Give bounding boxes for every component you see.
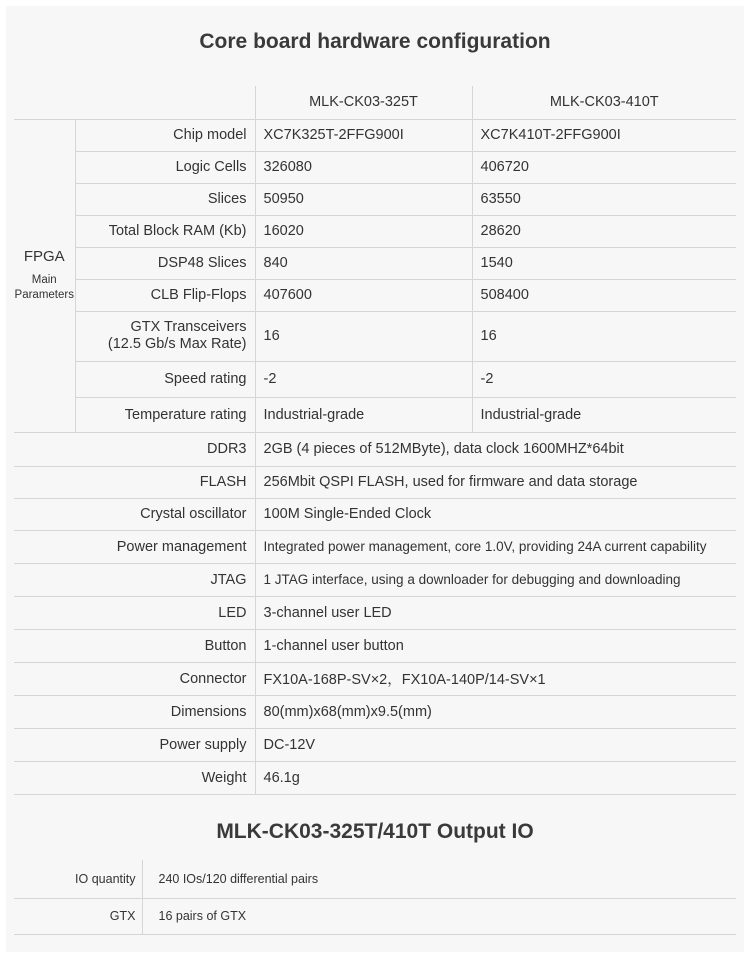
value-410t: 508400: [472, 279, 736, 311]
row-label: Total Block RAM (Kb): [75, 215, 255, 247]
row-label: LED: [14, 596, 255, 629]
row-value: Integrated power management, core 1.0V, providing 24A current capability: [255, 530, 736, 563]
row-label: Slices: [75, 183, 255, 215]
header-empty-cell: [14, 86, 255, 119]
row-value: DC-12V: [255, 728, 736, 761]
io-section-title: MLK-CK03-325T/410T Output IO: [216, 820, 534, 843]
value-325t: 840: [255, 247, 472, 279]
value-325t: XC7K325T-2FFG900I: [255, 119, 472, 151]
table-header-row: [14, 86, 736, 119]
row-label: Chip model: [75, 119, 255, 151]
value-325t: 16: [255, 311, 472, 361]
table-row: [14, 596, 736, 629]
hardware-config-table: [14, 86, 736, 795]
row-label: DSP48 Slices: [75, 247, 255, 279]
value-410t: Industrial-grade: [472, 397, 736, 432]
table-row: [14, 432, 736, 466]
row-label: Button: [14, 629, 255, 662]
table-row: [14, 361, 736, 397]
value-325t: Industrial-grade: [255, 397, 472, 432]
value-325t: -2: [255, 361, 472, 397]
row-value: 100M Single-Ended Clock: [255, 498, 736, 530]
value-325t: 326080: [255, 151, 472, 183]
value-410t: -2: [472, 361, 736, 397]
table-row: [14, 151, 736, 183]
row-label-line-2: (12.5 Gb/s Max Rate): [107, 336, 247, 352]
row-value: FX10A-168P-SV×2，FX10A-140P/14-SV×1: [255, 662, 736, 695]
value-325t: 407600: [255, 279, 472, 311]
fpga-group-title: FPGA: [23, 248, 65, 265]
value-410t: 406720: [472, 151, 736, 183]
io-row-label: GTX: [14, 898, 142, 934]
row-label: Power management: [14, 530, 255, 563]
table-row: [14, 860, 736, 898]
column-header-410t: MLK-CK03-410T: [472, 86, 736, 119]
table-row: [14, 215, 736, 247]
row-label: DDR3: [14, 432, 255, 466]
table-row: [14, 563, 736, 596]
table-row: [14, 466, 736, 498]
row-label: [75, 311, 255, 361]
row-value: 1 JTAG interface, using a downloader for debugging and downloading: [255, 563, 736, 596]
row-label: Dimensions: [14, 695, 255, 728]
row-label: FLASH: [14, 466, 255, 498]
value-410t: 1540: [472, 247, 736, 279]
value-410t: 63550: [472, 183, 736, 215]
table-row: [14, 898, 736, 934]
row-label: JTAG: [14, 563, 255, 596]
page-title: Core board hardware configuration: [199, 30, 551, 53]
value-410t: 28620: [472, 215, 736, 247]
table-row: [14, 728, 736, 761]
row-label: Temperature rating: [75, 397, 255, 432]
table-row: [14, 183, 736, 215]
row-label: Weight: [14, 761, 255, 794]
row-label: CLB Flip-Flops: [75, 279, 255, 311]
row-label: Speed rating: [75, 361, 255, 397]
fpga-group-subtitle: Main Parameters: [14, 274, 74, 301]
table-row: [14, 279, 736, 311]
table-row: [14, 662, 736, 695]
table-row: [14, 119, 736, 151]
row-label-line-1: GTX Transceivers: [130, 319, 247, 335]
output-io-table: [14, 860, 736, 935]
value-410t: 16: [472, 311, 736, 361]
row-value: 80(mm)x68(mm)x9.5(mm): [255, 695, 736, 728]
row-label: Power supply: [14, 728, 255, 761]
fpga-group-cell: [14, 119, 75, 432]
row-label: Crystal oscillator: [14, 498, 255, 530]
io-row-value: 16 pairs of GTX: [142, 898, 736, 934]
table-row: [14, 629, 736, 662]
value-410t: XC7K410T-2FFG900I: [472, 119, 736, 151]
table-row: [14, 695, 736, 728]
row-value: 1-channel user button: [255, 629, 736, 662]
value-325t: 16020: [255, 215, 472, 247]
row-value: 2GB (4 pieces of 512MByte), data clock 1600MHZ*64bit: [255, 432, 736, 466]
row-value: 256Mbit QSPI FLASH, used for firmware and data storage: [255, 466, 736, 498]
table-row: [14, 247, 736, 279]
table-row: [14, 498, 736, 530]
io-row-label: IO quantity: [14, 860, 142, 898]
value-325t: 50950: [255, 183, 472, 215]
table-row: [14, 530, 736, 563]
row-value: 3-channel user LED: [255, 596, 736, 629]
table-row: [14, 761, 736, 794]
io-row-value: 240 IOs/120 differential pairs: [142, 860, 736, 898]
row-label: Logic Cells: [75, 151, 255, 183]
row-value: 46.1g: [255, 761, 736, 794]
row-label: Connector: [14, 662, 255, 695]
table-row: [14, 311, 736, 361]
table-row: [14, 397, 736, 432]
column-header-325t: MLK-CK03-325T: [255, 86, 472, 119]
